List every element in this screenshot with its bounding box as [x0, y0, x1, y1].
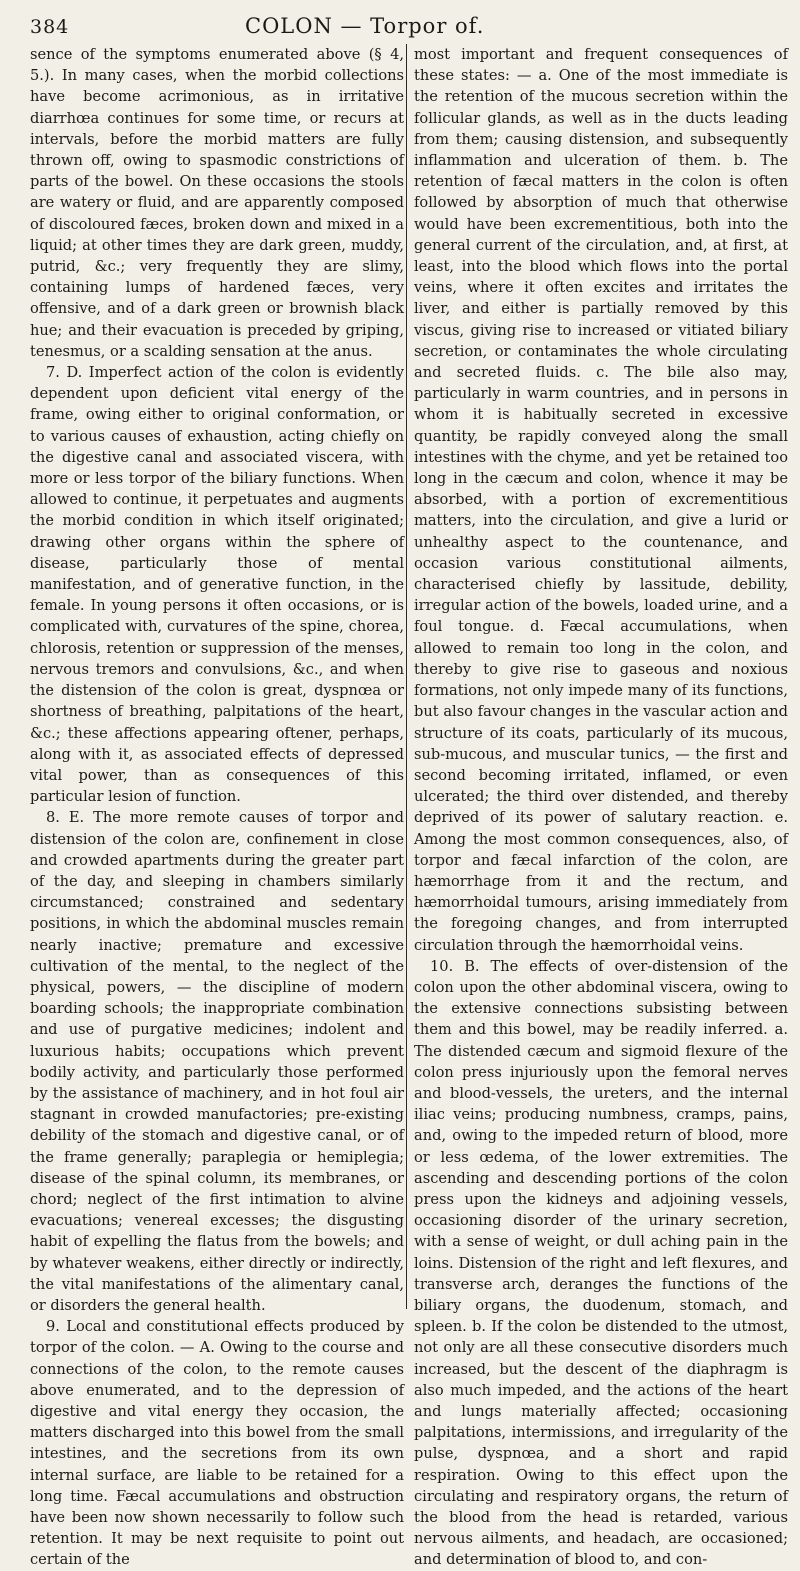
left-column [30, 44, 404, 1571]
column-divider [406, 44, 407, 1309]
paragraph-section-8: 8. E. The more remote causes of torpor and distension of the colon are, confinement in close and crowded apartments during the greater part of the day, and sleeping in chambers similarly circumstanced; constrained and sedentary positions, in which the abdominal muscles remain nearly inactive; premature and excessive cultivation of the mental, to the neglect of the physical, powers, — the discipline of modern boarding schools; the inappropriate combination and use of purgative medicines; indolent and luxurious habits; occupations which prevent bodily activity, and particularly those performed by the assistance of machinery, and in hot foul air stagnant in crowded manufactories; pre-existing debility of the stomach and digestive canal, or of the frame generally; paraplegia or hemiplegia; disease of the spinal column, its membranes, or chord; neglect of the first intimation to alvine evacuations; venereal excesses; the disgusting habit of expelling the flatus from the bowels; and by whatever weakens, either directly or indirectly, the vital manifestations of the alimentary canal, or disorders the general health. [30, 809, 404, 1314]
paragraph-continued: sence of the symptoms enumerated above (§ 4, 5.). In many cases, when the morbid collections have become acrimonious, as in irritative diarrhœa continues for some time, or recurs at intervals, before the morbid matters are fully thrown off, owing to spasmodic constrictions of parts of the bowel. On these occasions the stools are watery or fluid, and are apparently composed of discoloured fæces, broken down and mixed in a liquid; at other times they are dark green, muddy, putrid, &c.; very frequently they are slimy, containing lumps of hardened fæces, very offensive, and of a dark green or brownish black hue; and their evacuation is preceded by griping, tenesmus, or a scalding sensation at the anus. [30, 46, 404, 360]
paragraph-section-7: 7. D. Imperfect action of the colon is evidently dependent upon deficient vital energy of the frame, owing either to original conformation, or to various causes of exhaustion, acting chiefly on the digestive canal and associated viscera, with more or less torpor of the biliary functions. When allowed to continue, it perpetuates and augments the morbid condition in which itself originated; drawing other organs within the sphere of disease, particularly those of mental manifestation, and of generative function, in the female. In young persons it often occasions, or is complicated with, curvatures of the spine, chorea, chlorosis, retention or suppression of the menses, nervous tremors and convulsions, &c., and when the distension of the colon is great, dyspnœa or shortness of breathing, palpitations of the heart, &c.; these affections appearing oftener, perhaps, along with it, as associated effects of depressed vital power, than as consequences of this particular lesion of function. [30, 364, 404, 806]
running-title: COLON — Torpor of. [245, 14, 485, 38]
right-column [414, 44, 788, 1571]
paragraph-section-9: 9. Local and constitutional effects produced by torpor of the colon. — A. Owing to the course and connections of the colon, to the remote causes above enumerated, and to the depression of digestive and vital energy they occasion, the matters discharged into this bowel from the small intestines, and the secretions from its own internal surface, are liable to be retained for a long time. Fæcal accumulations and obstruction have been now shown necessarily to follow such retention. It may be next requisite to point out certain of the [30, 1318, 404, 1569]
paragraph-section-10: 10. B. The effects of over-distension of the colon upon the other abdominal viscera, owing to the extensive connections subsisting between them and this bowel, may be readily inferred. a. The distended cæcum and sigmoid flexure of the colon press injuriously upon the femoral nerves and blood-vessels, the ureters, and the internal iliac veins; producing numbness, cramps, pains, and, owing to the impeded return of blood, more or less œdema, of the lower extremities. The ascending and descending portions of the colon press upon the kidneys and adjoining vessels, occasioning disorder of the urinary secretion, with a sense of weight, or dull aching pain in the loins. Distension of the right and left flexures, and transverse arch, deranges the functions of the biliary organs, the duodenum, stomach, and spleen. b. If the colon be distended to the utmost, not only are all these consecutive disorders much increased, but the descent of the diaphragm is also much impeded, and the actions of the heart and lungs materially affected; occasioning palpitations, intermissions, and irregularity of the pulse, dyspnœa, and a short and rapid respiration. Owing to this effect upon the circulating and respiratory organs, the return of the blood from the head is retarded, various nervous ailments, and headach, are occasioned; and determination of blood to, and con- [414, 957, 788, 1569]
paragraph-section-9-continued: most important and frequent consequences of these states: — a. One of the most immediate is the retention of the mucous secretion within the follicular glands, as well as in the ducts leading from them; causing distension, and subsequently inflammation and ulceration of them. b. The retention of fæcal matters in the colon is often followed by absorption of much that otherwise would have been excrementitious, both into the general current of the circulation, and, at first, at least, into the blood which flows into the portal veins, where it often excites and irritates the liver, and either is partially removed by this viscus, giving rise to increased or vitiated biliary secretion, or contaminates the whole circulating and secreted fluids. c. The bile also may, particularly in warm countries, and in persons in whom it is habitually secreted in excessive quantity, be rapidly conveyed along the small intestines with the chyme, and yet be retained too long in the cæcum and colon, whence it may be absorbed, with a portion of excrementitious matters, into the circulation, and give a lurid or unhealthy aspect to the countenance, and occasion various constitutional ailments, characterised chiefly by lassitude, debility, irregular action of the bowels, loaded urine, and a foul tongue. d. Fæcal accumulations, when allowed to remain too long in the colon, and thereby to give rise to gaseous and noxious formations, not only impede many of its functions, but also favour changes in the vascular action and structure of its coats, particularly of its mucous, sub-mucous, and muscular tunics, — the first and second becoming irritated, inflamed, or even ulcerated; the third over distended, and thereby deprived of its power of salutary reaction. e. Among the most common consequences, also, of torpor and fæcal infarction of the colon, are hæmorrhage from it and the rectum, and hæmorrhoidal tumours, arising immediately from the foregoing changes, and from interrupted circulation through the hæmorrhoidal veins. [414, 46, 788, 954]
page-header [30, 12, 772, 42]
page-number: 384 [30, 16, 70, 38]
